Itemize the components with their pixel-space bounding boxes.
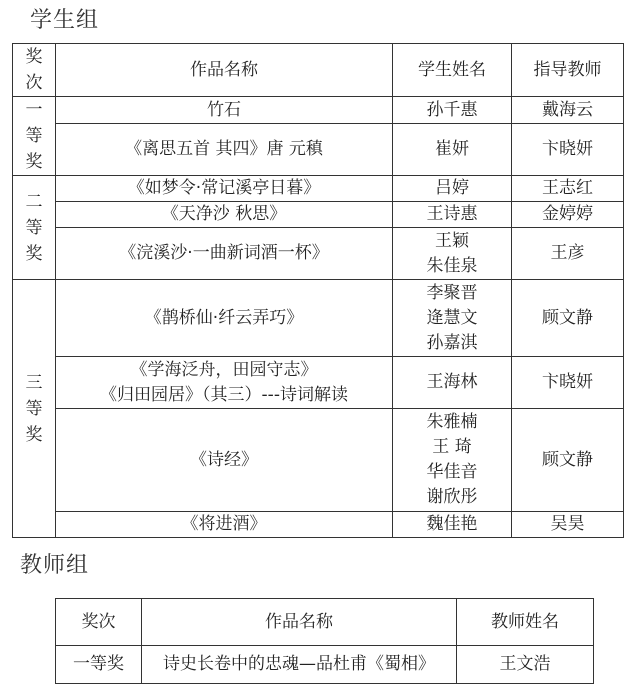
work-title: 《将进酒》 bbox=[56, 512, 393, 538]
student-names bbox=[393, 280, 512, 357]
header-award: 奖 次 bbox=[13, 44, 56, 97]
teacher-name: 卞晓妍 bbox=[512, 124, 624, 176]
work-title bbox=[56, 357, 393, 409]
student-name: 王诗惠 bbox=[393, 202, 512, 228]
work-title-line: 《归田园居》（其三）---诗词解读 bbox=[100, 384, 348, 405]
table-row bbox=[56, 646, 594, 684]
student-names bbox=[393, 409, 512, 512]
student-name: 孙千惠 bbox=[393, 97, 512, 124]
student-awards-table bbox=[12, 43, 624, 538]
award-first: 一 等 奖 bbox=[13, 97, 56, 176]
table-row bbox=[13, 409, 624, 512]
student-name: 崔妍 bbox=[393, 124, 512, 176]
table-row bbox=[13, 228, 624, 280]
student-group-title: 学生组 bbox=[30, 8, 100, 33]
student-name: 谢欣彤 bbox=[426, 487, 478, 507]
award-third: 三 等 奖 bbox=[13, 280, 56, 538]
student-name: 逄慧文 bbox=[426, 307, 478, 328]
table-row bbox=[13, 176, 624, 202]
header-work: 作品名称 bbox=[142, 599, 457, 646]
header-teacher: 教师姓名 bbox=[457, 599, 594, 646]
student-name: 王 琦 bbox=[432, 437, 472, 457]
student-name: 吕婷 bbox=[393, 176, 512, 202]
teacher-name: 王彦 bbox=[512, 228, 624, 280]
table-row bbox=[13, 202, 624, 228]
header-student: 学生姓名 bbox=[393, 44, 512, 97]
award-level: 一等奖 bbox=[56, 646, 142, 684]
table-row bbox=[13, 280, 624, 357]
header-work: 作品名称 bbox=[56, 44, 393, 97]
work-title: 《浣溪沙·一曲新词酒一杯》 bbox=[56, 228, 393, 280]
student-name: 孙嘉淇 bbox=[426, 332, 478, 353]
student-name: 李聚晋 bbox=[426, 282, 478, 303]
teacher-name: 戴海云 bbox=[512, 97, 624, 124]
student-name: 王颖 bbox=[435, 230, 469, 251]
work-title: 《离思五首 其四》唐 元稹 bbox=[56, 124, 393, 176]
work-title: 诗史长卷中的忠魂—品杜甫《蜀相》 bbox=[142, 646, 457, 684]
table-row bbox=[13, 357, 624, 409]
student-name: 王海林 bbox=[393, 357, 512, 409]
work-title: 《鹊桥仙·纤云弄巧》 bbox=[56, 280, 393, 357]
table-row bbox=[13, 124, 624, 176]
teacher-name: 金婷婷 bbox=[512, 202, 624, 228]
teacher-name: 王志红 bbox=[512, 176, 624, 202]
student-name: 魏佳艳 bbox=[393, 512, 512, 538]
header-award: 奖次 bbox=[56, 599, 142, 646]
work-title: 竹石 bbox=[56, 97, 393, 124]
student-names bbox=[393, 228, 512, 280]
student-name: 朱雅楠 bbox=[426, 412, 478, 432]
work-title: 《天净沙 秋思》 bbox=[56, 202, 393, 228]
teacher-awards-table bbox=[55, 598, 594, 684]
student-name: 华佳音 bbox=[426, 462, 478, 482]
teacher-name: 顾文静 bbox=[512, 280, 624, 357]
teacher-name: 吴昊 bbox=[512, 512, 624, 538]
work-title: 《如梦令·常记溪亭日暮》 bbox=[56, 176, 393, 202]
header-row bbox=[13, 44, 624, 97]
table-row bbox=[13, 512, 624, 538]
work-title: 《诗经》 bbox=[56, 409, 393, 512]
work-title-line: 《学海泛舟，田园守志》 bbox=[130, 359, 318, 380]
header-teacher: 指导教师 bbox=[512, 44, 624, 97]
teacher-name: 卞晓妍 bbox=[512, 357, 624, 409]
award-second: 二 等 奖 bbox=[13, 176, 56, 280]
teacher-name: 顾文静 bbox=[512, 409, 624, 512]
header-row bbox=[56, 599, 594, 646]
table-row bbox=[13, 97, 624, 124]
teacher-group-title: 教师组 bbox=[20, 553, 90, 578]
teacher-name: 王文浩 bbox=[457, 646, 594, 684]
student-name: 朱佳泉 bbox=[426, 255, 478, 276]
